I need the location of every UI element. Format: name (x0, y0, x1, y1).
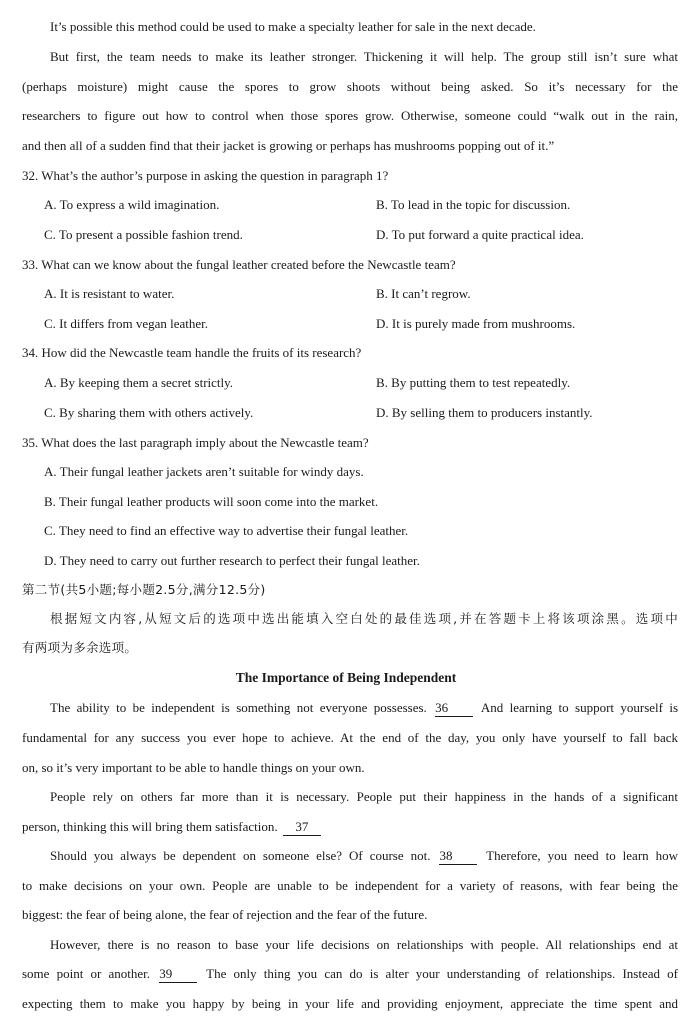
article-line (22, 964, 678, 984)
article-text: Should you always be dependent on someone else? Of course not. (50, 848, 431, 863)
section-2-instruction: 有两项为多余选项。 (22, 640, 138, 655)
question-35-stem: 35. What does the last paragraph imply about the Newcastle team? (22, 435, 369, 450)
question-34-option-c: C. By sharing them with others actively. (44, 405, 254, 420)
article-line: to make decisions on your own. People are unable to be independent for a variety of reasons, with fear being the (22, 878, 678, 893)
article-text: The ability to be independent is something not everyone possesses. (50, 700, 427, 715)
article-text: And learning to support yourself is (480, 700, 678, 715)
question-33-option-d: D. It is purely made from mushrooms. (376, 316, 576, 331)
question-33-option-a: A. It is resistant to water. (44, 286, 175, 301)
article-title: The Importance of Being Independent (235, 670, 457, 685)
article-line: People rely on others far more than it is necessary. People put their happiness in the hands of a significant (50, 789, 678, 804)
article-text: Therefore, you need to learn how (486, 848, 678, 863)
question-32-option-b: B. To lead in the topic for discussion. (376, 197, 571, 212)
question-33-option-b: B. It can’t regrow. (376, 286, 471, 301)
article-text: person, thinking this will bring them satisfaction. (22, 819, 278, 834)
blank-37: 37 (283, 819, 321, 836)
question-32-option-a: A. To express a wild imagination. (44, 197, 220, 212)
question-33-stem: 33. What can we know about the fungal leather created before the Newcastle team? (22, 257, 456, 272)
article-line: biggest: the fear of being alone, the fear of rejection and the fear of the future. (22, 907, 428, 922)
question-34-option-a: A. By keeping them a secret strictly. (44, 375, 234, 390)
passage-line: But first, the team needs to make its leather stronger. Thickening it will help. The group still isn’t sure what (50, 49, 678, 64)
question-34-option-b: B. By putting them to test repeatedly. (376, 375, 571, 390)
question-35-option-b: B. Their fungal leather products will soon come into the market. (44, 494, 379, 509)
passage-line: and then all of a sudden find that their jacket is growing or perhaps has mushrooms popping out of it.” (22, 138, 555, 153)
question-32-option-d: D. To put forward a quite practical idea. (376, 227, 584, 242)
blank-38: 38 (439, 848, 477, 865)
question-32-stem: 32. What’s the author’s purpose in asking the question in paragraph 1? (22, 168, 389, 183)
article-text: some point or another. (22, 966, 151, 981)
question-33-option-c: C. It differs from vegan leather. (44, 316, 209, 331)
passage-line: (perhaps moisture) might cause the spores to grow shoots without being asked. So it’s necessary for the (22, 79, 678, 94)
article-line: However, there is no reason to base your life decisions on relationships with people. All relationships end at (50, 937, 678, 952)
article-line: fundamental for any success you ever hope to achieve. At the end of the day, you only have yourself to fall back (22, 730, 678, 745)
question-34-option-d: D. By selling them to producers instantly. (376, 405, 593, 420)
article-line: on, so it’s very important to be able to handle things on your own. (22, 760, 365, 775)
question-35-option-d: D. They need to carry out further research to perfect their fungal leather. (44, 553, 420, 568)
section-2-heading: 第二节(共5小题;每小题2.5分,满分12.5分) (22, 582, 266, 597)
section-2-instruction: 根据短文内容,从短文后的选项中选出能填入空白处的最佳选项,并在答题卡上将该项涂黑。选项中 (50, 611, 678, 626)
blank-39: 39 (159, 966, 197, 983)
passage-line: It’s possible this method could be used to make a specialty leather for sale in the next decade. (50, 19, 536, 34)
passage-line: researchers to figure out how to control when those spores grow. Otherwise, someone could “walk out in the rain, (22, 108, 678, 123)
question-32-option-c: C. To present a possible fashion trend. (44, 227, 243, 242)
question-35-option-c: C. They need to find an effective way to advertise their fungal leather. (44, 523, 409, 538)
article-text: The only thing you can do is alter your understanding of relationships. Instead of (206, 966, 678, 981)
article-line (22, 817, 678, 837)
article-line (50, 698, 678, 718)
article-line: expecting them to make you happy by being in your life and providing enjoyment, appreciate the time spent and (22, 996, 678, 1011)
question-35-option-a: A. Their fungal leather jackets aren’t suitable for windy days. (44, 464, 364, 479)
blank-36: 36 (435, 700, 473, 717)
article-line (50, 846, 678, 866)
question-34-stem: 34. How did the Newcastle team handle the fruits of its research? (22, 345, 362, 360)
